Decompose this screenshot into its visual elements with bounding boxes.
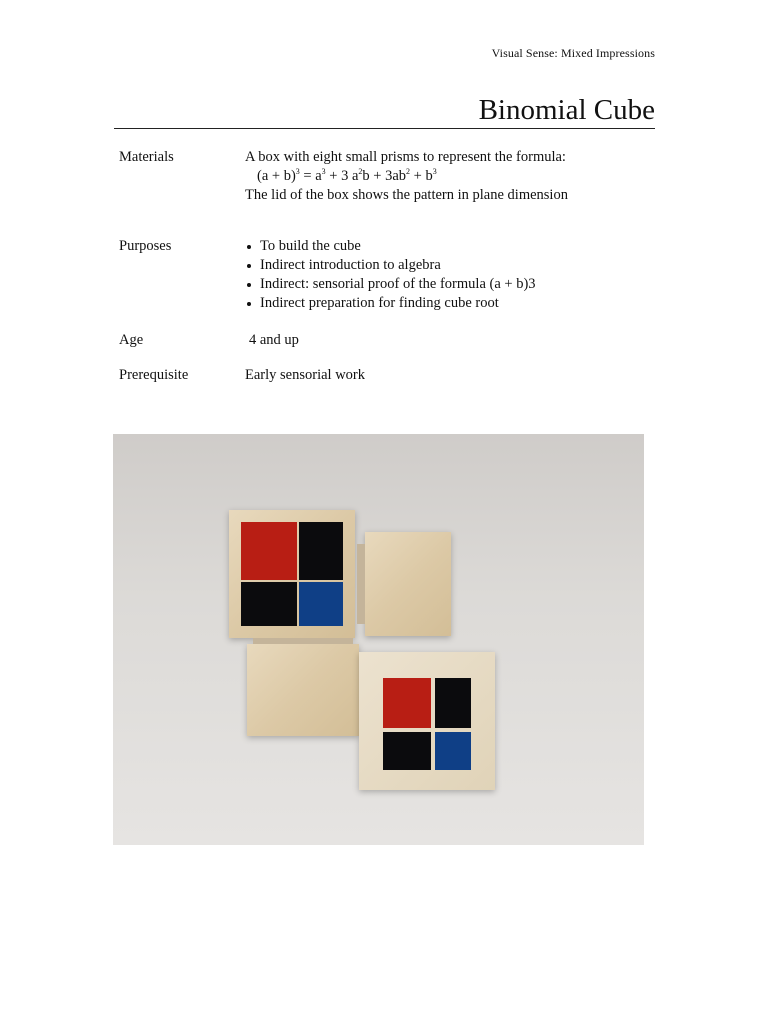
running-header: Visual Sense: Mixed Impressions: [491, 46, 655, 60]
list-item: Indirect preparation for finding cube root: [245, 294, 665, 313]
materials-line-1: A box with eight small prisms to represent the formula:: [245, 149, 566, 165]
formula-part: b + 3ab: [362, 168, 407, 184]
formula-exponent: 3: [432, 167, 437, 177]
materials-content: [245, 148, 665, 205]
prerequisite-value: Early sensorial work: [245, 367, 365, 383]
black-prism: [299, 522, 343, 580]
formula-part: = a: [299, 168, 322, 184]
cube-box: [229, 510, 355, 638]
blue-prism: [299, 582, 343, 626]
formula-part: + 3 a: [325, 168, 359, 184]
purposes-label: Purposes: [119, 238, 172, 254]
formula-exponent: 2: [358, 167, 363, 177]
prerequisite-label: Prerequisite: [119, 367, 189, 383]
lid-black-square: [383, 732, 431, 770]
red-prism: [241, 522, 297, 580]
formula-exponent: 2: [406, 167, 411, 177]
purposes-list: [245, 237, 665, 313]
purposes-content: [245, 237, 665, 313]
lid-blue-square: [435, 732, 471, 770]
formula-part: (a + b): [257, 168, 296, 184]
formula-exponent: 3: [321, 167, 326, 177]
binomial-formula: [245, 167, 665, 186]
age-value: 4 and up: [249, 332, 299, 348]
page-title: Binomial Cube: [478, 94, 655, 126]
lid-black-square: [435, 678, 471, 728]
formula-part: + b: [410, 168, 433, 184]
age-label: Age: [119, 332, 144, 348]
materials-label: Materials: [119, 149, 174, 165]
box-lid: [359, 652, 495, 790]
formula-exponent: 3: [295, 167, 300, 177]
materials-line-3: The lid of the box shows the pattern in plane dimension: [245, 187, 568, 203]
list-item: Indirect: sensorial proof of the formula (a + b)3: [245, 275, 665, 294]
list-item: To build the cube: [245, 237, 665, 256]
list-item: Indirect introduction to algebra: [245, 256, 665, 275]
box-side-panel-bottom: [247, 644, 359, 736]
lid-red-square: [383, 678, 431, 728]
hinge: [357, 544, 365, 624]
hinge: [253, 638, 353, 644]
title-rule: [114, 128, 655, 129]
box-side-panel-right: [365, 532, 451, 636]
binomial-cube-photo: [113, 434, 644, 845]
black-prism: [241, 582, 297, 626]
